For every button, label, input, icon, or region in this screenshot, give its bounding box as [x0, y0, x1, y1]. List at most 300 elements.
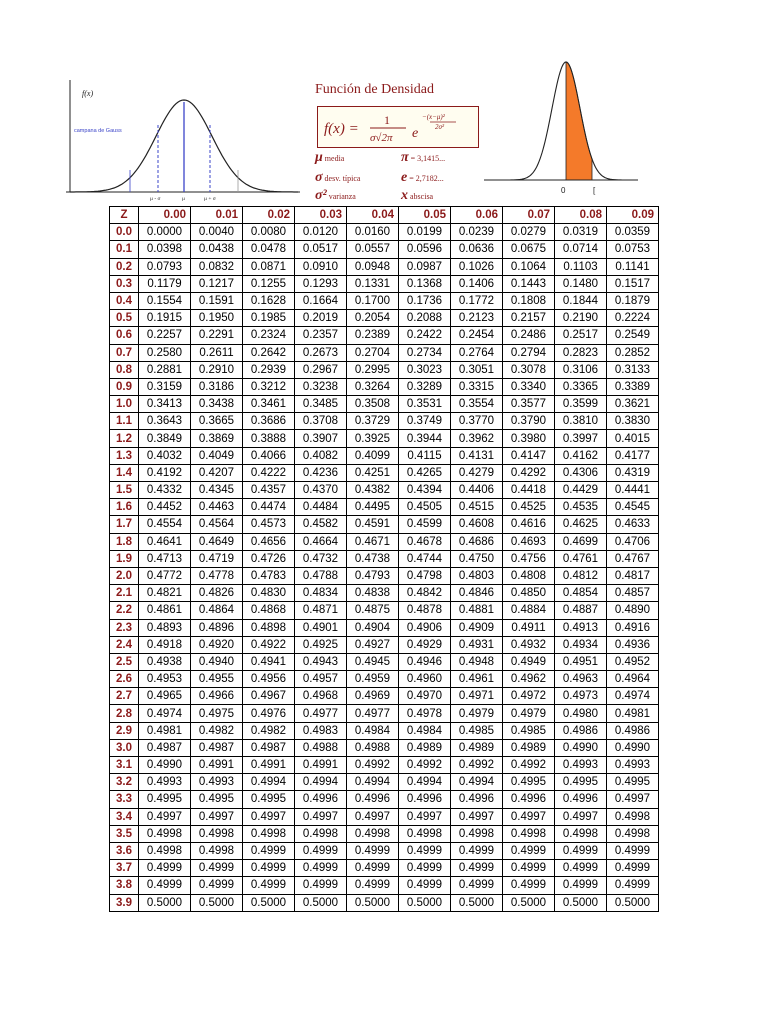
table-cell: 0.4535 — [555, 499, 607, 516]
table-row — [110, 602, 659, 619]
table-cell: 0.4997 — [399, 808, 451, 825]
table-cell: 0.4756 — [503, 550, 555, 567]
table-cell: 0.4998 — [503, 825, 555, 842]
table-cell: 0.3830 — [607, 413, 659, 430]
table-cell: 0.2088 — [399, 310, 451, 327]
table-cell: 0.1255 — [243, 275, 295, 292]
table-cell: 0.4982 — [243, 722, 295, 739]
table-cell: 0.4956 — [243, 671, 295, 688]
table-cell: 0.4955 — [191, 671, 243, 688]
svg-text:f(x) =: f(x) = — [324, 121, 359, 137]
table-cell: 0.0987 — [399, 258, 451, 275]
table-cell: 0.3997 — [555, 430, 607, 447]
table-cell: 0.2794 — [503, 344, 555, 361]
table-cell: 0.4998 — [607, 808, 659, 825]
table-cell: 0.4995 — [503, 774, 555, 791]
legend-e: e = 2,7182... — [401, 170, 444, 185]
row-header: 0.1 — [110, 241, 139, 258]
curve-label: campana de Gauss — [74, 128, 122, 134]
table-cell: 0.3106 — [555, 361, 607, 378]
svg-text:1: 1 — [384, 113, 390, 127]
table-cell: 0.1950 — [191, 310, 243, 327]
table-cell: 0.4997 — [607, 791, 659, 808]
table-row — [110, 653, 659, 670]
table-cell: 0.4920 — [191, 636, 243, 653]
table-cell: 0.4706 — [607, 533, 659, 550]
table-cell: 0.2881 — [139, 361, 191, 378]
table-row — [110, 860, 659, 877]
table-cell: 0.4778 — [191, 567, 243, 584]
table-cell: 0.4887 — [555, 602, 607, 619]
z-column-header: Z — [110, 207, 139, 224]
column-header: 0.06 — [451, 207, 503, 224]
table-cell: 0.4744 — [399, 550, 451, 567]
table-cell: 0.4545 — [607, 499, 659, 516]
bell-curve-illustration — [60, 80, 300, 205]
row-header: 0.0 — [110, 224, 139, 241]
table-cell: 0.4993 — [191, 774, 243, 791]
table-cell: 0.4981 — [607, 705, 659, 722]
table-cell: 0.4994 — [451, 774, 503, 791]
table-cell: 0.4929 — [399, 636, 451, 653]
table-cell: 0.4987 — [191, 739, 243, 756]
table-cell: 0.4750 — [451, 550, 503, 567]
table-cell: 0.4767 — [607, 550, 659, 567]
peaked-curve — [484, 62, 638, 180]
table-cell: 0.2357 — [295, 327, 347, 344]
row-header: 0.5 — [110, 310, 139, 327]
table-cell: 0.4693 — [503, 533, 555, 550]
table-cell: 0.4977 — [295, 705, 347, 722]
column-header: 0.08 — [555, 207, 607, 224]
table-cell: 0.4641 — [139, 533, 191, 550]
table-cell: 0.4960 — [399, 671, 451, 688]
tick-label: μ - σ — [150, 196, 161, 202]
table-cell: 0.5000 — [607, 894, 659, 911]
table-cell: 0.2549 — [607, 327, 659, 344]
table-cell: 0.3485 — [295, 396, 347, 413]
table-cell: 0.4890 — [607, 602, 659, 619]
table-cell: 0.4599 — [399, 516, 451, 533]
row-header: 3.4 — [110, 808, 139, 825]
table-cell: 0.1985 — [243, 310, 295, 327]
table-cell: 0.3212 — [243, 378, 295, 395]
table-row — [110, 361, 659, 378]
column-header: 0.03 — [295, 207, 347, 224]
table-cell: 0.2995 — [347, 361, 399, 378]
table-cell: 0.4826 — [191, 585, 243, 602]
table-cell: 0.4842 — [399, 585, 451, 602]
table-cell: 0.4251 — [347, 464, 399, 481]
table-cell: 0.3869 — [191, 430, 243, 447]
table-row — [110, 791, 659, 808]
density-function-panel — [305, 78, 485, 208]
svg-text:2σ²: 2σ² — [435, 123, 445, 131]
table-cell: 0.3289 — [399, 378, 451, 395]
table-cell: 0.4995 — [139, 791, 191, 808]
row-header: 2.7 — [110, 688, 139, 705]
table-cell: 0.4846 — [451, 585, 503, 602]
table-cell: 0.2224 — [607, 310, 659, 327]
table-cell: 0.3849 — [139, 430, 191, 447]
table-cell: 0.4999 — [607, 842, 659, 859]
shaded-area — [566, 62, 592, 180]
table-row — [110, 275, 659, 292]
svg-text:σ√2π: σ√2π — [370, 132, 393, 144]
table-cell: 0.2642 — [243, 344, 295, 361]
table-cell: 0.4998 — [139, 825, 191, 842]
column-header: 0.05 — [399, 207, 451, 224]
table-cell: 0.3315 — [451, 378, 503, 395]
table-row — [110, 774, 659, 791]
table-cell: 0.4671 — [347, 533, 399, 550]
table-cell: 0.4931 — [451, 636, 503, 653]
table-cell: 0.3708 — [295, 413, 347, 430]
row-header: 3.7 — [110, 860, 139, 877]
table-cell: 0.4922 — [243, 636, 295, 653]
table-cell: 0.4999 — [451, 877, 503, 894]
table-cell: 0.4909 — [451, 619, 503, 636]
table-cell: 0.2764 — [451, 344, 503, 361]
table-cell: 0.4998 — [347, 825, 399, 842]
shaded-area-illustration — [480, 48, 640, 198]
table-cell: 0.3749 — [399, 413, 451, 430]
table-cell: 0.4992 — [451, 757, 503, 774]
table-cell: 0.4999 — [555, 860, 607, 877]
table-cell: 0.4382 — [347, 482, 399, 499]
table-row — [110, 516, 659, 533]
table-cell: 0.4406 — [451, 482, 503, 499]
table-cell: 0.3643 — [139, 413, 191, 430]
table-cell: 0.4999 — [191, 877, 243, 894]
table-cell: 0.4990 — [555, 739, 607, 756]
table-cell: 0.4864 — [191, 602, 243, 619]
table-cell: 0.4984 — [399, 722, 451, 739]
table-cell: 0.4998 — [191, 842, 243, 859]
row-header: 0.7 — [110, 344, 139, 361]
table-cell: 0.4991 — [191, 757, 243, 774]
table-row — [110, 825, 659, 842]
table-cell: 0.1700 — [347, 292, 399, 309]
table-cell: 0.4934 — [555, 636, 607, 653]
legend-pi: π = 3,1415... — [401, 150, 446, 165]
table-cell: 0.4999 — [451, 842, 503, 859]
table-cell: 0.4495 — [347, 499, 399, 516]
table-cell: 0.3554 — [451, 396, 503, 413]
table-cell: 0.4992 — [399, 757, 451, 774]
table-cell: 0.3508 — [347, 396, 399, 413]
table-cell: 0.4793 — [347, 567, 399, 584]
table-cell: 0.3980 — [503, 430, 555, 447]
table-cell: 0.4995 — [607, 774, 659, 791]
table-cell: 0.1064 — [503, 258, 555, 275]
table-cell: 0.1844 — [555, 292, 607, 309]
table-cell: 0.0753 — [607, 241, 659, 258]
table-cell: 0.2486 — [503, 327, 555, 344]
table-body — [110, 224, 659, 912]
row-header: 3.6 — [110, 842, 139, 859]
table-cell: 0.0636 — [451, 241, 503, 258]
table-cell: 0.1331 — [347, 275, 399, 292]
table-cell: 0.4582 — [295, 516, 347, 533]
table-cell: 0.4994 — [243, 774, 295, 791]
table-cell: 0.4999 — [399, 877, 451, 894]
table-cell: 0.4997 — [295, 808, 347, 825]
table-cell: 0.4994 — [295, 774, 347, 791]
table-cell: 0.4686 — [451, 533, 503, 550]
table-cell: 0.4998 — [555, 825, 607, 842]
table-cell: 0.1879 — [607, 292, 659, 309]
table-cell: 0.1554 — [139, 292, 191, 309]
table-cell: 0.0279 — [503, 224, 555, 241]
table-cell: 0.4738 — [347, 550, 399, 567]
table-cell: 0.5000 — [139, 894, 191, 911]
table-cell: 0.4633 — [607, 516, 659, 533]
table-cell: 0.4996 — [555, 791, 607, 808]
table-cell: 0.0000 — [139, 224, 191, 241]
table-cell: 0.2611 — [191, 344, 243, 361]
table-cell: 0.3599 — [555, 396, 607, 413]
row-header: 2.5 — [110, 653, 139, 670]
table-cell: 0.4726 — [243, 550, 295, 567]
table-cell: 0.2019 — [295, 310, 347, 327]
table-cell: 0.4959 — [347, 671, 399, 688]
table-cell: 0.4963 — [555, 671, 607, 688]
table-cell: 0.2517 — [555, 327, 607, 344]
table-cell: 0.1103 — [555, 258, 607, 275]
table-cell: 0.3770 — [451, 413, 503, 430]
table-cell: 0.5000 — [555, 894, 607, 911]
table-cell: 0.2734 — [399, 344, 451, 361]
table-cell: 0.4192 — [139, 464, 191, 481]
table-cell: 0.4999 — [503, 877, 555, 894]
table-cell: 0.4983 — [295, 722, 347, 739]
table-cell: 0.4968 — [295, 688, 347, 705]
table-cell: 0.3264 — [347, 378, 399, 395]
table-cell: 0.4989 — [451, 739, 503, 756]
table-cell: 0.4970 — [399, 688, 451, 705]
row-header: 0.8 — [110, 361, 139, 378]
table-cell: 0.0871 — [243, 258, 295, 275]
legend-variance: σ² varianza — [315, 188, 356, 203]
table-cell: 0.4941 — [243, 653, 295, 670]
table-cell: 0.4664 — [295, 533, 347, 550]
table-cell: 0.4965 — [139, 688, 191, 705]
table-cell: 0.4980 — [555, 705, 607, 722]
table-cell: 0.4370 — [295, 482, 347, 499]
table-cell: 0.4884 — [503, 602, 555, 619]
table-cell: 0.4994 — [347, 774, 399, 791]
table-cell: 0.1628 — [243, 292, 295, 309]
table-cell: 0.4319 — [607, 464, 659, 481]
table-cell: 0.0199 — [399, 224, 451, 241]
table-cell: 0.0080 — [243, 224, 295, 241]
table-cell: 0.4997 — [139, 808, 191, 825]
column-header: 0.02 — [243, 207, 295, 224]
row-header: 1.8 — [110, 533, 139, 550]
table-row — [110, 241, 659, 258]
row-header: 2.2 — [110, 602, 139, 619]
table-cell: 0.4854 — [555, 585, 607, 602]
table-cell: 0.4821 — [139, 585, 191, 602]
table-cell: 0.0910 — [295, 258, 347, 275]
table-cell: 0.0596 — [399, 241, 451, 258]
table-cell: 0.2454 — [451, 327, 503, 344]
table-cell: 0.4474 — [243, 499, 295, 516]
row-header: 0.6 — [110, 327, 139, 344]
table-row — [110, 327, 659, 344]
table-cell: 0.4904 — [347, 619, 399, 636]
table-cell: 0.4625 — [555, 516, 607, 533]
table-cell: 0.0714 — [555, 241, 607, 258]
row-header: 3.1 — [110, 757, 139, 774]
table-cell: 0.4719 — [191, 550, 243, 567]
table-cell: 0.3389 — [607, 378, 659, 395]
table-cell: 0.4932 — [503, 636, 555, 653]
table-cell: 0.4616 — [503, 516, 555, 533]
table-cell: 0.4332 — [139, 482, 191, 499]
table-cell: 0.4957 — [295, 671, 347, 688]
table-cell: 0.3577 — [503, 396, 555, 413]
table-cell: 0.4998 — [191, 825, 243, 842]
table-cell: 0.4418 — [503, 482, 555, 499]
table-cell: 0.4998 — [399, 825, 451, 842]
table-cell: 0.4394 — [399, 482, 451, 499]
table-cell: 0.4554 — [139, 516, 191, 533]
table-row — [110, 722, 659, 739]
density-title: Función de Densidad — [315, 82, 434, 97]
table-cell: 0.1443 — [503, 275, 555, 292]
table-cell: 0.2967 — [295, 361, 347, 378]
table-row — [110, 533, 659, 550]
table-cell: 0.1141 — [607, 258, 659, 275]
table-cell: 0.1915 — [139, 310, 191, 327]
table-cell: 0.4999 — [347, 877, 399, 894]
table-cell: 0.1591 — [191, 292, 243, 309]
table-cell: 0.0675 — [503, 241, 555, 258]
table-cell: 0.4678 — [399, 533, 451, 550]
table-cell: 0.4996 — [295, 791, 347, 808]
table-cell: 0.0438 — [191, 241, 243, 258]
table-cell: 0.4893 — [139, 619, 191, 636]
table-cell: 0.2123 — [451, 310, 503, 327]
table-row — [110, 464, 659, 481]
table-cell: 0.2291 — [191, 327, 243, 344]
table-cell: 0.3621 — [607, 396, 659, 413]
table-row — [110, 567, 659, 584]
table-cell: 0.0832 — [191, 258, 243, 275]
table-cell: 0.3686 — [243, 413, 295, 430]
table-row — [110, 842, 659, 859]
table-cell: 0.4971 — [451, 688, 503, 705]
table-cell: 0.4525 — [503, 499, 555, 516]
table-row — [110, 430, 659, 447]
table-row — [110, 224, 659, 241]
table-cell: 0.4463 — [191, 499, 243, 516]
row-header: 2.3 — [110, 619, 139, 636]
table-cell: 0.4999 — [555, 842, 607, 859]
table-cell: 0.1808 — [503, 292, 555, 309]
row-header: 1.9 — [110, 550, 139, 567]
row-header: 2.1 — [110, 585, 139, 602]
table-cell: 0.0319 — [555, 224, 607, 241]
table-cell: 0.4989 — [399, 739, 451, 756]
table-cell: 0.4952 — [607, 653, 659, 670]
row-header: 2.0 — [110, 567, 139, 584]
table-cell: 0.2389 — [347, 327, 399, 344]
row-header: 1.7 — [110, 516, 139, 533]
row-header: 2.8 — [110, 705, 139, 722]
table-cell: 0.4803 — [451, 567, 503, 584]
table-cell: 0.4015 — [607, 430, 659, 447]
table-cell: 0.0948 — [347, 258, 399, 275]
table-cell: 0.4990 — [607, 739, 659, 756]
table-cell: 0.4998 — [139, 842, 191, 859]
table-cell: 0.4946 — [399, 653, 451, 670]
table-cell: 0.4999 — [191, 860, 243, 877]
row-header: 1.0 — [110, 396, 139, 413]
row-header: 0.2 — [110, 258, 139, 275]
table-cell: 0.4798 — [399, 567, 451, 584]
table-cell: 0.4945 — [347, 653, 399, 670]
table-cell: 0.4732 — [295, 550, 347, 567]
table-cell: 0.4961 — [451, 671, 503, 688]
table-cell: 0.4345 — [191, 482, 243, 499]
table-cell: 0.1736 — [399, 292, 451, 309]
table-cell: 0.4131 — [451, 447, 503, 464]
table-cell: 0.3186 — [191, 378, 243, 395]
table-cell: 0.3023 — [399, 361, 451, 378]
table-cell: 0.1217 — [191, 275, 243, 292]
table-row — [110, 688, 659, 705]
table-cell: 0.1480 — [555, 275, 607, 292]
table-cell: 0.4901 — [295, 619, 347, 636]
table-cell: 0.5000 — [347, 894, 399, 911]
table-cell: 0.4943 — [295, 653, 347, 670]
table-row — [110, 344, 659, 361]
table-cell: 0.3962 — [451, 430, 503, 447]
table-cell: 0.4967 — [243, 688, 295, 705]
table-cell: 0.2580 — [139, 344, 191, 361]
table-cell: 0.4115 — [399, 447, 451, 464]
table-cell: 0.4964 — [607, 671, 659, 688]
table-cell: 0.4699 — [555, 533, 607, 550]
table-cell: 0.4999 — [139, 877, 191, 894]
table-cell: 0.4871 — [295, 602, 347, 619]
formula-graphic — [318, 107, 478, 147]
table-cell: 0.4505 — [399, 499, 451, 516]
table-cell: 0.3461 — [243, 396, 295, 413]
table-cell: 0.4977 — [347, 705, 399, 722]
table-cell: 0.0398 — [139, 241, 191, 258]
row-header: 3.3 — [110, 791, 139, 808]
row-header: 1.3 — [110, 447, 139, 464]
table-cell: 0.4812 — [555, 567, 607, 584]
table-cell: 0.4898 — [243, 619, 295, 636]
table-cell: 0.4306 — [555, 464, 607, 481]
table-cell: 0.4985 — [503, 722, 555, 739]
table-cell: 0.4974 — [607, 688, 659, 705]
row-header: 0.9 — [110, 378, 139, 395]
tick-label-bracket: [ — [593, 186, 596, 195]
table-cell: 0.4995 — [191, 791, 243, 808]
table-cell: 0.4998 — [243, 825, 295, 842]
table-cell: 0.3413 — [139, 396, 191, 413]
table-row — [110, 482, 659, 499]
tick-label: μ + σ — [204, 196, 216, 202]
table-cell: 0.4236 — [295, 464, 347, 481]
table-cell: 0.4997 — [347, 808, 399, 825]
